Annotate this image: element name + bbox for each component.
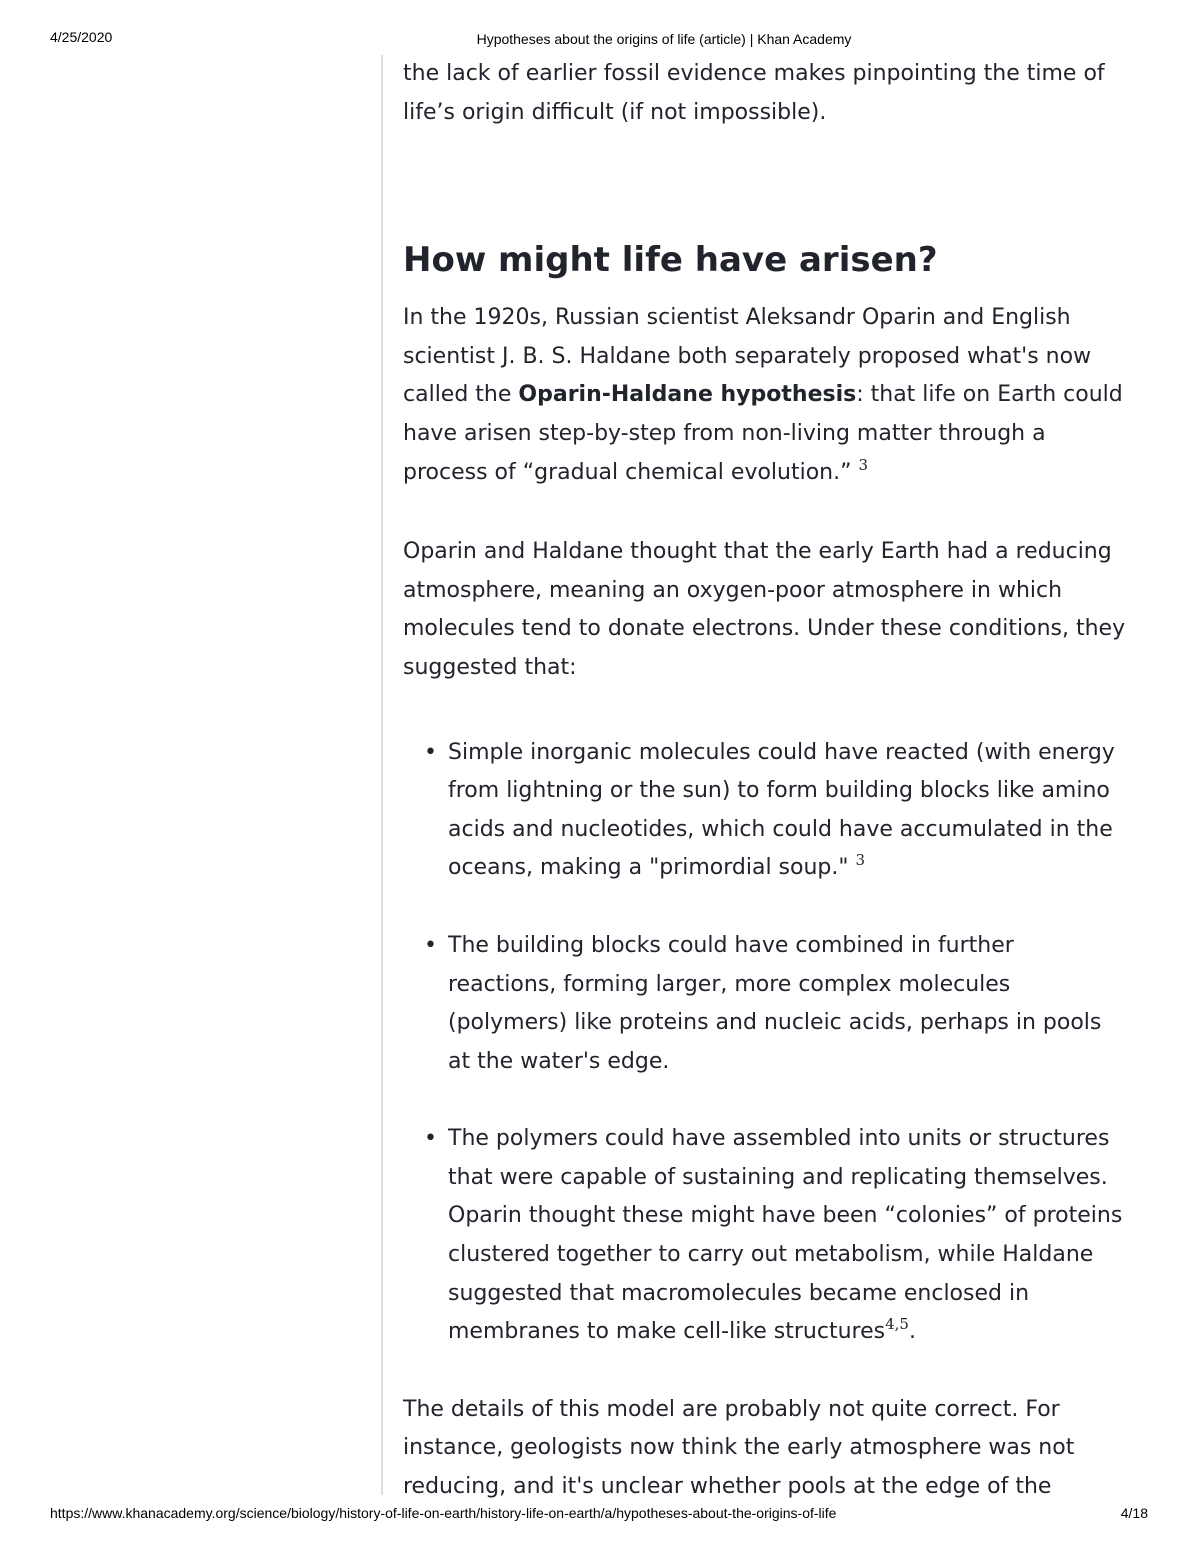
para1-text-b: : that life on Earth could have arisen step-by-step from non-living matter through a process of “gradual chemical evolution.” xyxy=(403,382,1123,485)
intro-continuation-paragraph: the lack of earlier fossil evidence makes pinpointing the time of life’s origin difficult (if not impossible). xyxy=(403,61,1105,125)
column-divider xyxy=(381,55,383,1495)
model-details-paragraph: The details of this model are probably not quite correct. For instance, geologists now think the early atmosphere was not reducing, and it's unclear whether pools at the edge of the xyxy=(403,1396,1075,1500)
print-date: 4/25/2020 xyxy=(50,29,113,45)
list-item-text: Simple inorganic molecules could have reacted (with energy from lightning or the sun) to form building blocks like amino acids and nucleotides, which could have accumulated in the oceans, making a "primordial soup." xyxy=(448,739,1115,881)
oparin-haldane-paragraph xyxy=(403,299,1128,492)
list-item-text: The polymers could have assembled into units or structures that were capable of sustaining and replicating themselves. Oparin thought these might have been “colonies” of proteins clustered together to carry out metabolism, while Haldane suggested that macromolecules became enclosed in membranes to make cell-like structures xyxy=(448,1126,1123,1345)
list-item xyxy=(448,927,1128,1081)
section-heading: How might life have arisen? xyxy=(403,240,938,281)
footnote-ref: 3 xyxy=(855,851,866,870)
list-item xyxy=(448,1120,1128,1352)
list-item-text: The building blocks could have combined in further reactions, forming larger, more complex molecules (polymers) like proteins and nucleic acids, perhaps in pools at the water's edge. xyxy=(448,932,1102,1074)
para1-text-a: In the 1920s, Russian scientist Aleksandr Oparin and English scientist J. B. S. Haldane both separately proposed what's now called the xyxy=(403,305,1092,408)
footnote-ref: 3 xyxy=(858,455,869,474)
hypothesis-steps-list xyxy=(403,734,1128,1352)
print-page-title: Hypotheses about the origins of life (article) | Khan Academy xyxy=(476,31,852,47)
print-url: https://www.khanacademy.org/science/biology/history-of-life-on-earth/history-life-on-earth/a/hypotheses-about-the-origins-of-life xyxy=(50,1505,837,1521)
print-footer xyxy=(0,1505,1200,1525)
oparin-haldane-term: Oparin-Haldane hypothesis xyxy=(518,382,857,408)
print-header xyxy=(0,29,1200,49)
article-body xyxy=(403,55,1128,1507)
print-page-number: 4/18 xyxy=(1120,1505,1148,1521)
reducing-atmosphere-paragraph: Oparin and Haldane thought that the early Earth had a reducing atmosphere, meaning an oxygen-poor atmosphere in which molecules tend to donate electrons. Under these conditions, they suggested that: xyxy=(403,539,1126,680)
footnote-ref: 4,5 xyxy=(885,1315,909,1334)
list-item-suffix: . xyxy=(908,1319,916,1345)
list-item xyxy=(448,734,1128,888)
